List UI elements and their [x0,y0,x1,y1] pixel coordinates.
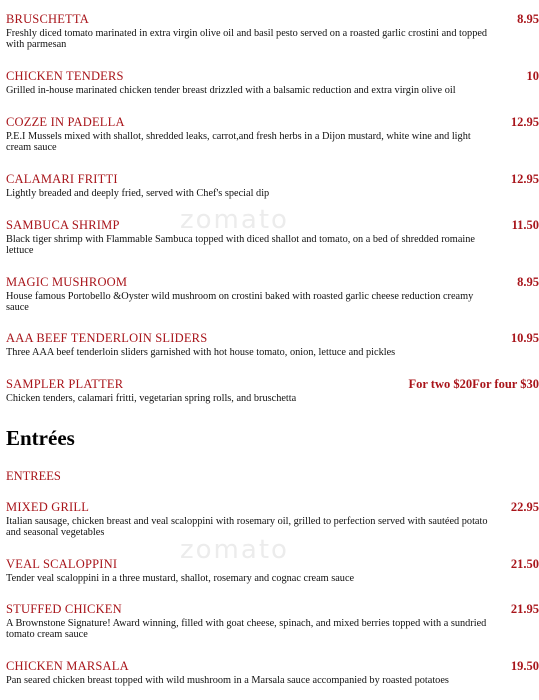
item-description: Pan seared chicken breast topped with wild mushroom in a Marsala sauce accompanied by roasted potatoes [6,675,449,686]
item-description: P.E.I Mussels mixed with shallot, shredded leaks, carrot,and fresh herbs in a Dijon mustard, white wine and light cream sauce [6,131,471,153]
item-description: Italian sausage, chicken breast and veal scaloppini with rosemary oil, grilled to perfection served with sautéed potato and seasonal vegetables [6,516,488,538]
item-description: Chicken tenders, calamari fritti, vegetarian spring rolls, and bruschetta [6,393,297,404]
item-price: 21.95 [510,602,539,616]
item-name: CHICKEN MARSALA [6,659,129,673]
menu-item [6,659,539,686]
item-name: SAMPLER PLATTER [6,377,124,391]
menu-item [6,12,539,50]
item-description: House famous Portobello &Oyster wild mushroom on crostini baked with roasted garlic cheese reduction creamy sauce [6,291,474,313]
item-price: For two $20For four $30 [408,377,539,391]
item-name: STUFFED CHICKEN [6,602,122,616]
item-name: SAMBUCA SHRIMP [6,218,120,232]
item-description: A Brownstone Signature! Award winning, filled with goat cheese, spinach, and mixed berries topped with a sundried tomato cream sauce [6,618,487,640]
item-price: 12.95 [510,115,539,129]
item-price: 19.50 [510,659,539,673]
watermark: zomato [180,205,289,235]
section-title: Entrées [6,426,75,450]
menu-item [6,602,539,640]
menu-item [6,218,539,256]
menu-item [6,172,539,199]
item-name: CHICKEN TENDERS [6,69,124,83]
item-description: Freshly diced tomato marinated in extra virgin olive oil and basil pesto served on a roasted garlic crostini and topped with parmesan [6,28,488,50]
item-price: 22.95 [510,500,539,514]
item-price: 21.50 [510,557,539,571]
subsection-title: ENTREES [6,469,61,483]
item-description: Black tiger shrimp with Flammable Sambuca topped with diced shallot and tomato, on a bed of shredded romaine lettuce [6,234,475,256]
menu-item [6,500,539,538]
item-name: MIXED GRILL [6,500,90,514]
item-name: BRUSCHETTA [6,12,89,26]
item-price: 8.95 [517,12,539,26]
item-description: Three AAA beef tenderloin sliders garnished with hot house tomato, onion, lettuce and pickles [6,347,396,358]
item-price: 8.95 [517,275,539,289]
item-price: 10 [526,69,539,83]
item-description: Tender veal scaloppini in a three mustard, shallot, rosemary and cognac cream sauce [6,573,355,584]
item-price: 12.95 [510,172,539,186]
item-description: Grilled in-house marinated chicken tender breast drizzled with a balsamic reduction and extra virgin olive oil [6,85,456,96]
watermark: zomato [180,535,289,565]
item-name: MAGIC MUSHROOM [6,275,128,289]
menu-item [6,275,539,313]
menu-item [6,69,539,96]
item-description: Lightly breaded and deeply fried, served with Chef's special dip [6,188,270,199]
item-price: 11.50 [511,218,539,232]
item-name: VEAL SCALOPPINI [6,557,118,571]
menu-item [6,557,539,584]
menu-item [6,331,539,358]
menu-item [6,115,539,153]
item-price: 10.95 [510,331,539,345]
menu-item [6,377,539,404]
item-name: COZZE IN PADELLA [6,115,125,129]
item-name: AAA BEEF TENDERLOIN SLIDERS [6,331,208,345]
item-name: CALAMARI FRITTI [6,172,118,186]
